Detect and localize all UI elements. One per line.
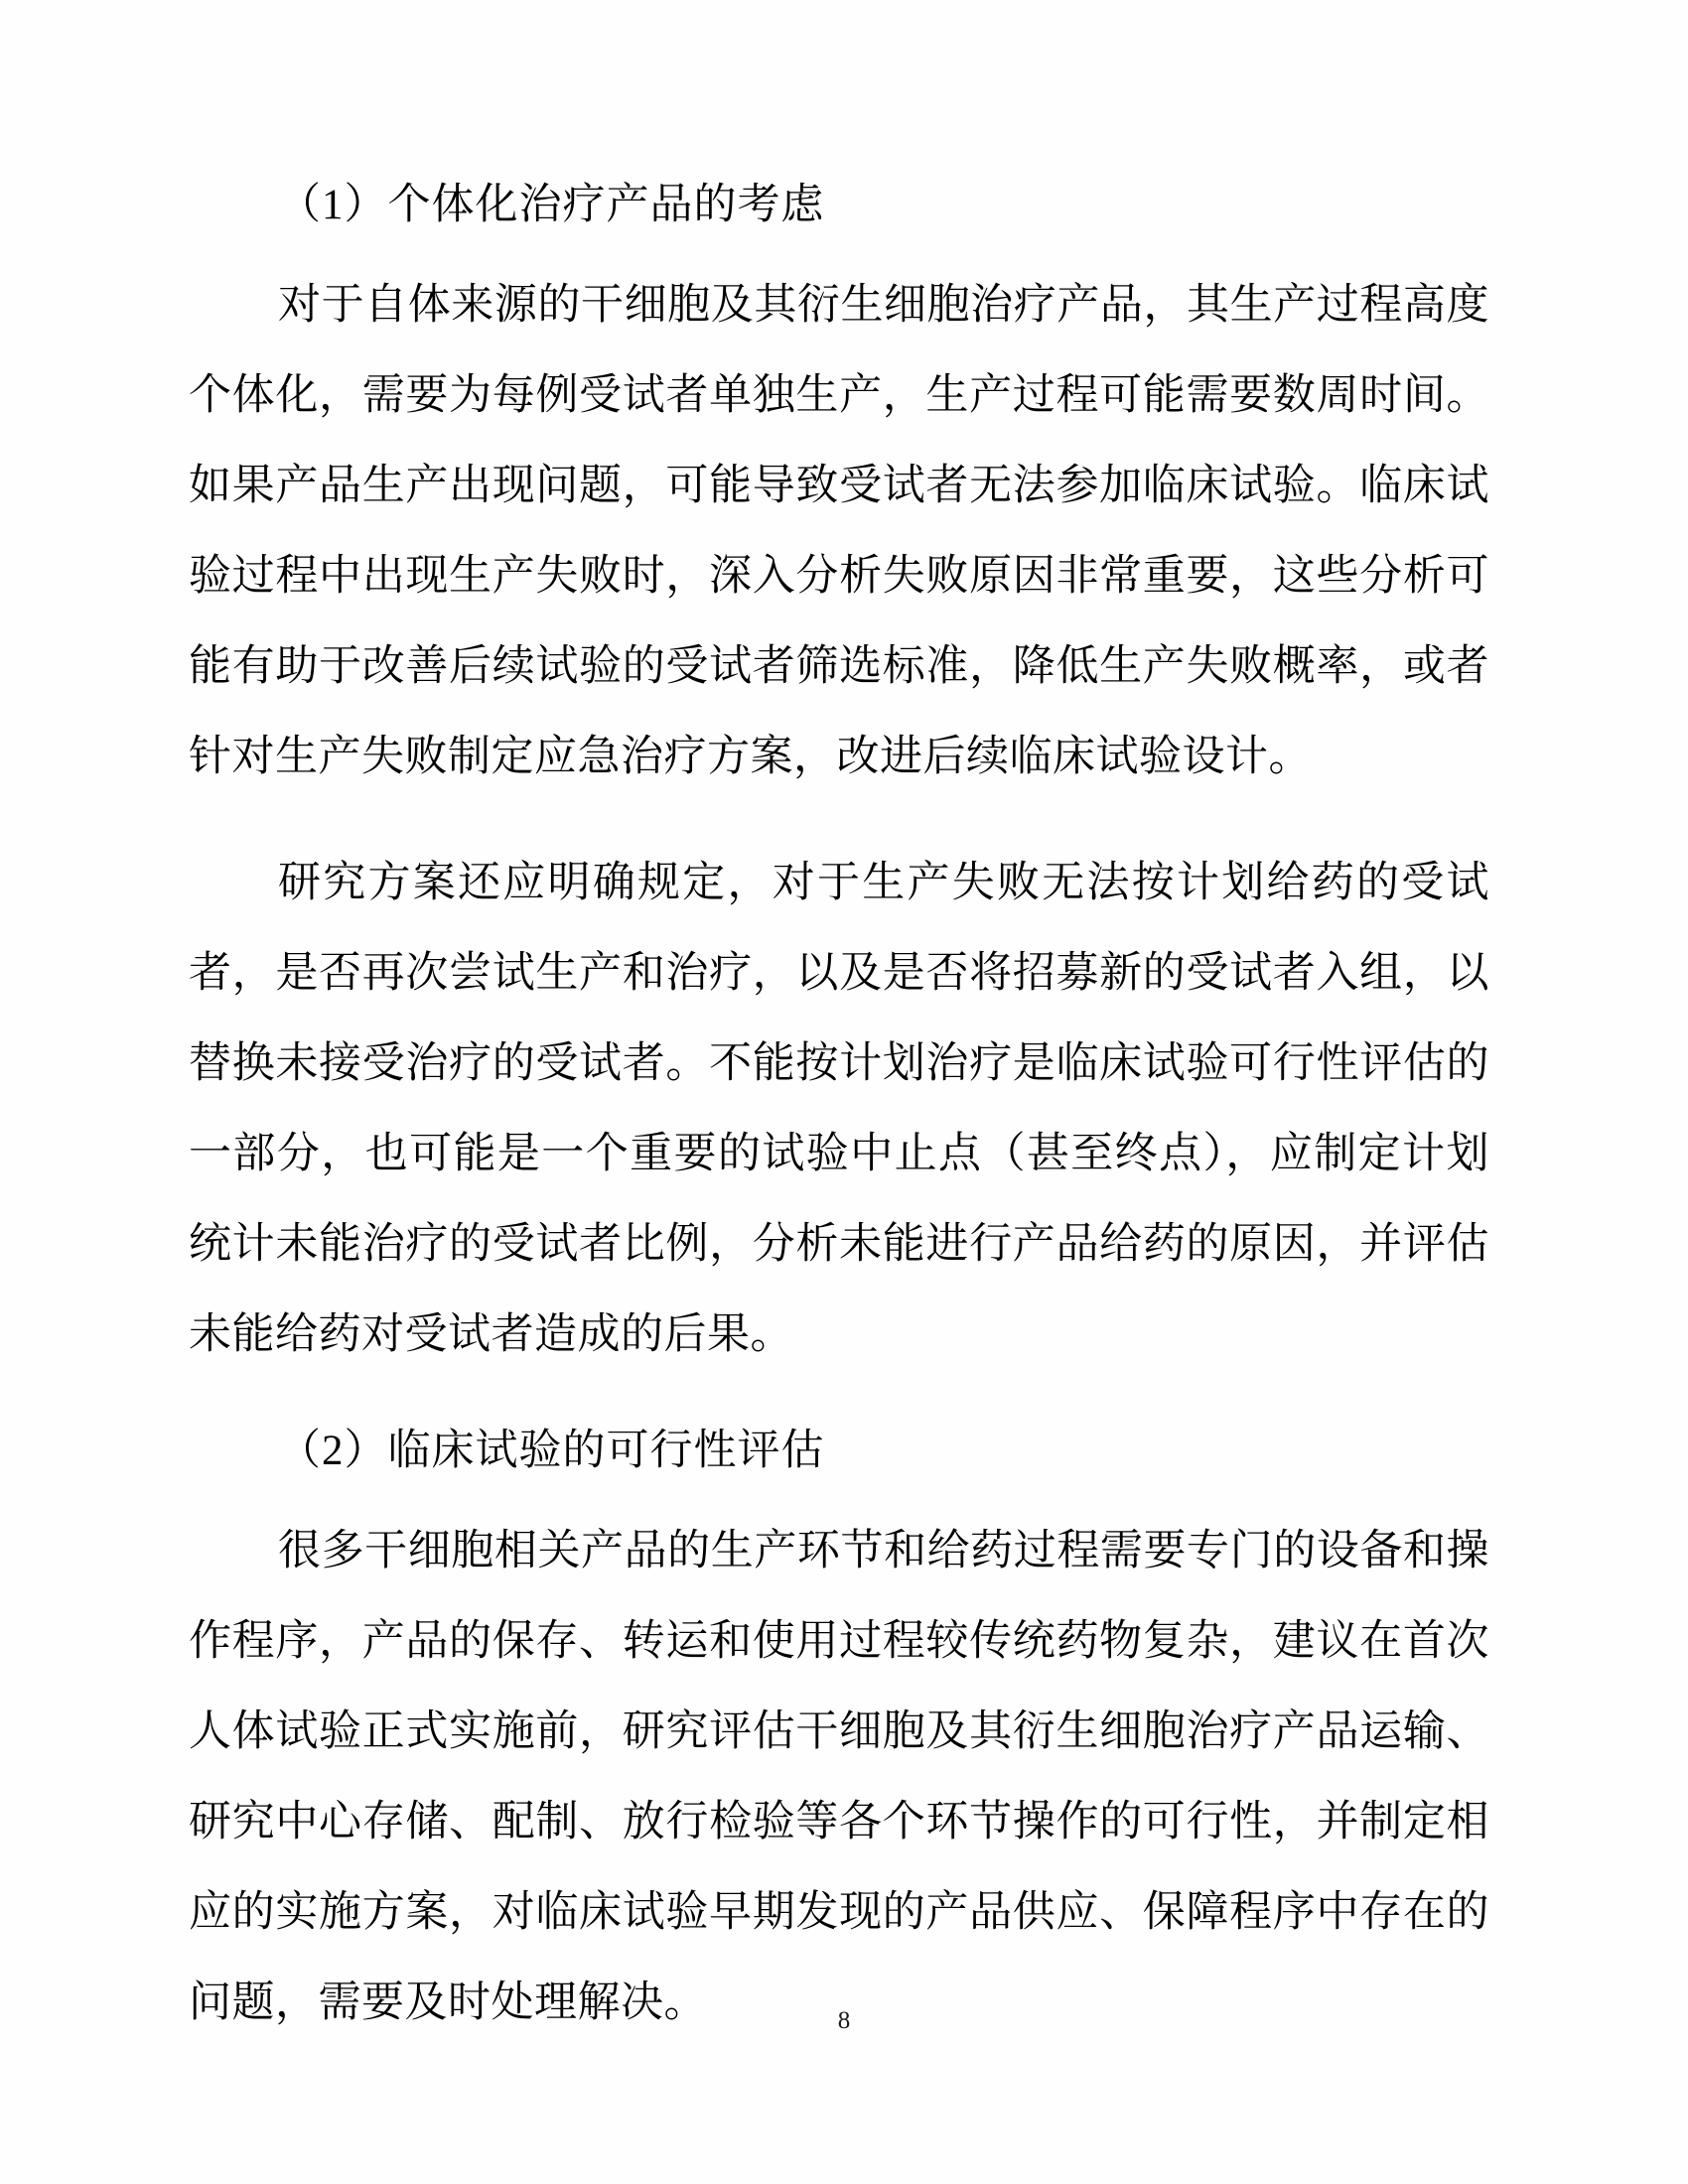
- section-spacer: [189, 1400, 1489, 1430]
- paragraph-spacer: [189, 822, 1489, 838]
- document-body: [189, 184, 1489, 2048]
- paragraph-1: 对于自体来源的干细胞及其衍生细胞治疗产品，其生产过程高度个体化，需要为每例受试者单独生产，生产过程可能需要数周时间。如果产品生产出现问题，可能导致受试者无法参加临床试验。临床试验过程中出现生产失败时，深入分析失败原因非常重要，这些分析可能有助于改善后续试验的受试者筛选标准，降低生产失败概率，或者针对生产失败制定应急治疗方案，改进后续临床试验设计。: [189, 282, 1489, 780]
- section-heading-2: （2）临床试验的可行性评估: [278, 1428, 825, 1474]
- paragraph-3: 很多干细胞相关产品的生产环节和给药过程需要专门的设备和操作程序，产品的保存、转运和使用过程较传统药物复杂，建议在首次人体试验正式实施前，研究评估干细胞及其衍生细胞治疗产品运输、研究中心存储、配制、放行检验等各个环节操作的可行性，并制定相应的实施方案，对临床试验早期发现的产品供应、保障程序中存在的问题，需要及时处理解决。: [189, 1528, 1489, 2026]
- section-heading-1: （1）个体化治疗产品的考虑: [278, 182, 825, 228]
- paragraph-2: 研究方案还应明确规定，对于生产失败无法按计划给药的受试者，是否再次尝试生产和治疗，以及是否将招募新的受试者入组，以替换未接受治疗的受试者。不能按计划治疗是临床试验可行性评估的一部分，也可能是一个重要的试验中止点（甚至终点），应制定计划统计未能治疗的受试者比例，分析未能进行产品给药的原因，并评估未能给药对受试者造成的后果。: [189, 860, 1489, 1358]
- page-number: 8: [837, 2007, 851, 2034]
